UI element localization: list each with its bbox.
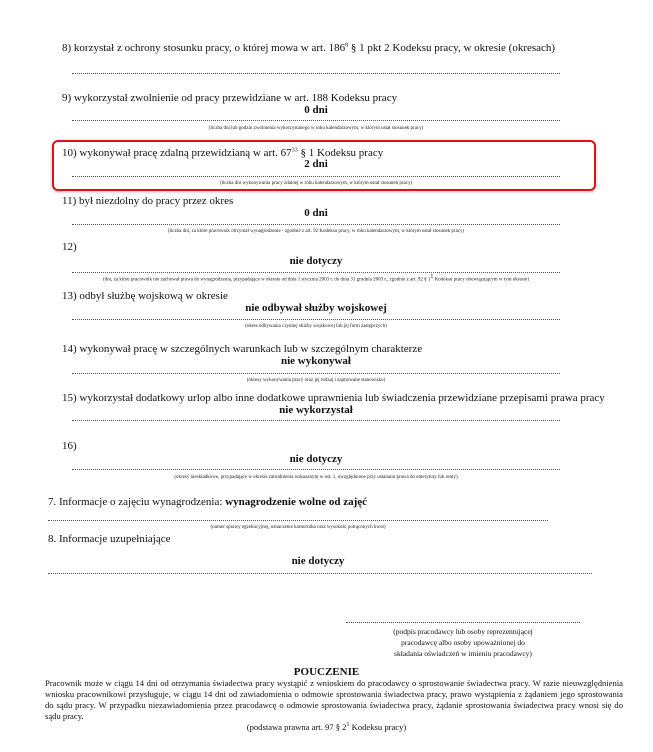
item-13-label: 13) odbył służbę wojskową w okresie [62, 290, 228, 302]
item-15-value: nie wykorzystał [279, 404, 353, 416]
item-11-caption: (liczba dni, za które pracownik otrzymał wynagrodzenie - zgodnie z art. 92 Kodeksu pracy, w roku kalendarzowym, w którym ustał stosunek pracy) [167, 229, 465, 234]
item-12-label: 12) [62, 241, 77, 253]
notice-title: POUCZENIE [293, 666, 360, 678]
item-10-caption: (liczba dni wykonywania pracy zdalnej w roku kalendarzowym, w którym ustał stosunek pracy) [219, 181, 413, 186]
item-14-label: 14) wykonywał pracę w szczególnych warunkach lub w szczególnym charakterze [62, 343, 423, 355]
item-10-line [72, 176, 560, 177]
item-11-label: 11) był niezdolny do pracy przez okres [62, 195, 234, 207]
signature-line [346, 622, 580, 623]
item-13-line [72, 319, 560, 320]
item-12-value: nie dotyczy [289, 255, 343, 267]
item-11-value: 0 dni [304, 207, 328, 219]
item-15-label: 15) wykorzystał dodatkowy urlop albo inne dodatkowe uprawnienia lub świadczenia przewidziane przepisami prawa pracy [62, 392, 605, 404]
item-16-caption: (okresy nieskładkowe, przypadające w okresie zatrudnienia wskazanym w ust. 1, uwzględnione przy ustalaniu prawa do emerytury lub renty) [174, 475, 458, 480]
section-8-value: nie dotyczy [291, 555, 345, 567]
section-8-label: 8. Informacje uzupełniające [48, 533, 171, 545]
section-8-line [48, 573, 592, 574]
item-16-value: nie dotyczy [289, 453, 343, 465]
item-14-value: nie wykonywał [281, 355, 351, 367]
section-7-caption: (numer sprawy egzekucyjnej, oznaczenie komornika oraz wysokość potrąconych kwot) [210, 525, 386, 530]
item-12-caption: (dni, za które pracownik nie zachował prawa do wynagrodzenia, przypadające w okresie od dnia 1 stycznia 2003 r. do dnia 31 grudnia 2003 r., zgodnie z art. 92 § $1^1$ Kodeksu pracy obowiązującym w tym okresie) [103, 274, 529, 283]
item-13-caption: (okres odbywania czynnej służby wojskowej lub jej form zastępczych) [245, 324, 387, 329]
item-10-label: 10) wykonywał pracę zdalną przewidzianą w art. $67^{33}$ § 1 Kodeksu pracy [62, 147, 384, 159]
notice-basis: (podstawa prawna art. 97 § $2^1$ Kodeksu pracy) [246, 722, 407, 732]
item-9-value: 0 dni [304, 104, 328, 116]
signature-caption: (podpis pracodawcy lub osoby reprezentującej pracodawcę albo osoby upoważnionej do składania oświadczeń w imieniu pracodawcy) [393, 627, 533, 658]
item-8-label: 8) korzystał z ochrony stosunku pracy, o której mowa w art. $186^8$ § 1 pkt 2 Kodeksu pracy, w okresie (okresach) [62, 42, 556, 54]
item-15-line [72, 420, 560, 421]
item-13-value: nie odbywał służby wojskowej [245, 302, 387, 314]
item-8-line [72, 73, 560, 74]
item-14-line [72, 373, 560, 374]
item-10-value: 2 dni [304, 158, 328, 170]
notice-body: Pracownik może w ciągu 14 dni od otrzymania świadectwa pracy wystąpić z wnioskiem do pracodawcy o sprostowanie świadectwa pracy. W razie nieuwzględnienia wniosku pracownikowi przysługuje, w ciągu 14 dni od zawiadomienia o odmowie sprostowania świadectwa pracy, prawo wystąpienia z żądaniem jego sprostowania do sądu pracy. W przypadku niezawiadomienia przez pracodawcę o odmowie sprostowania świadectwa pracy, żądanie sprostowania świadectwa pracy wnosi się do sądu pracy. [45, 678, 623, 721]
item-11-line [72, 224, 560, 225]
section-7-line [48, 520, 548, 521]
item-12-line [72, 272, 560, 273]
item-16-label: 16) [62, 440, 77, 452]
section-7-label: 7. Informacje o zajęciu wynagrodzenia: wynagrodzenie wolne od zajęć [48, 496, 368, 508]
item-16-line [72, 469, 560, 470]
item-9-label: 9) wykorzystał zwolnienie od pracy przewidziane w art. 188 Kodeksu pracy [62, 92, 398, 104]
item-9-line [72, 120, 560, 121]
item-9-caption: (liczba dni lub godzin zwolnienia wykorzystanego w roku kalendarzowym, w którym ustał stosunek pracy) [208, 126, 424, 131]
item-14-caption: (okresy wykonywania pracy oraz jej rodzaj i zajmowane stanowisko) [246, 378, 386, 383]
